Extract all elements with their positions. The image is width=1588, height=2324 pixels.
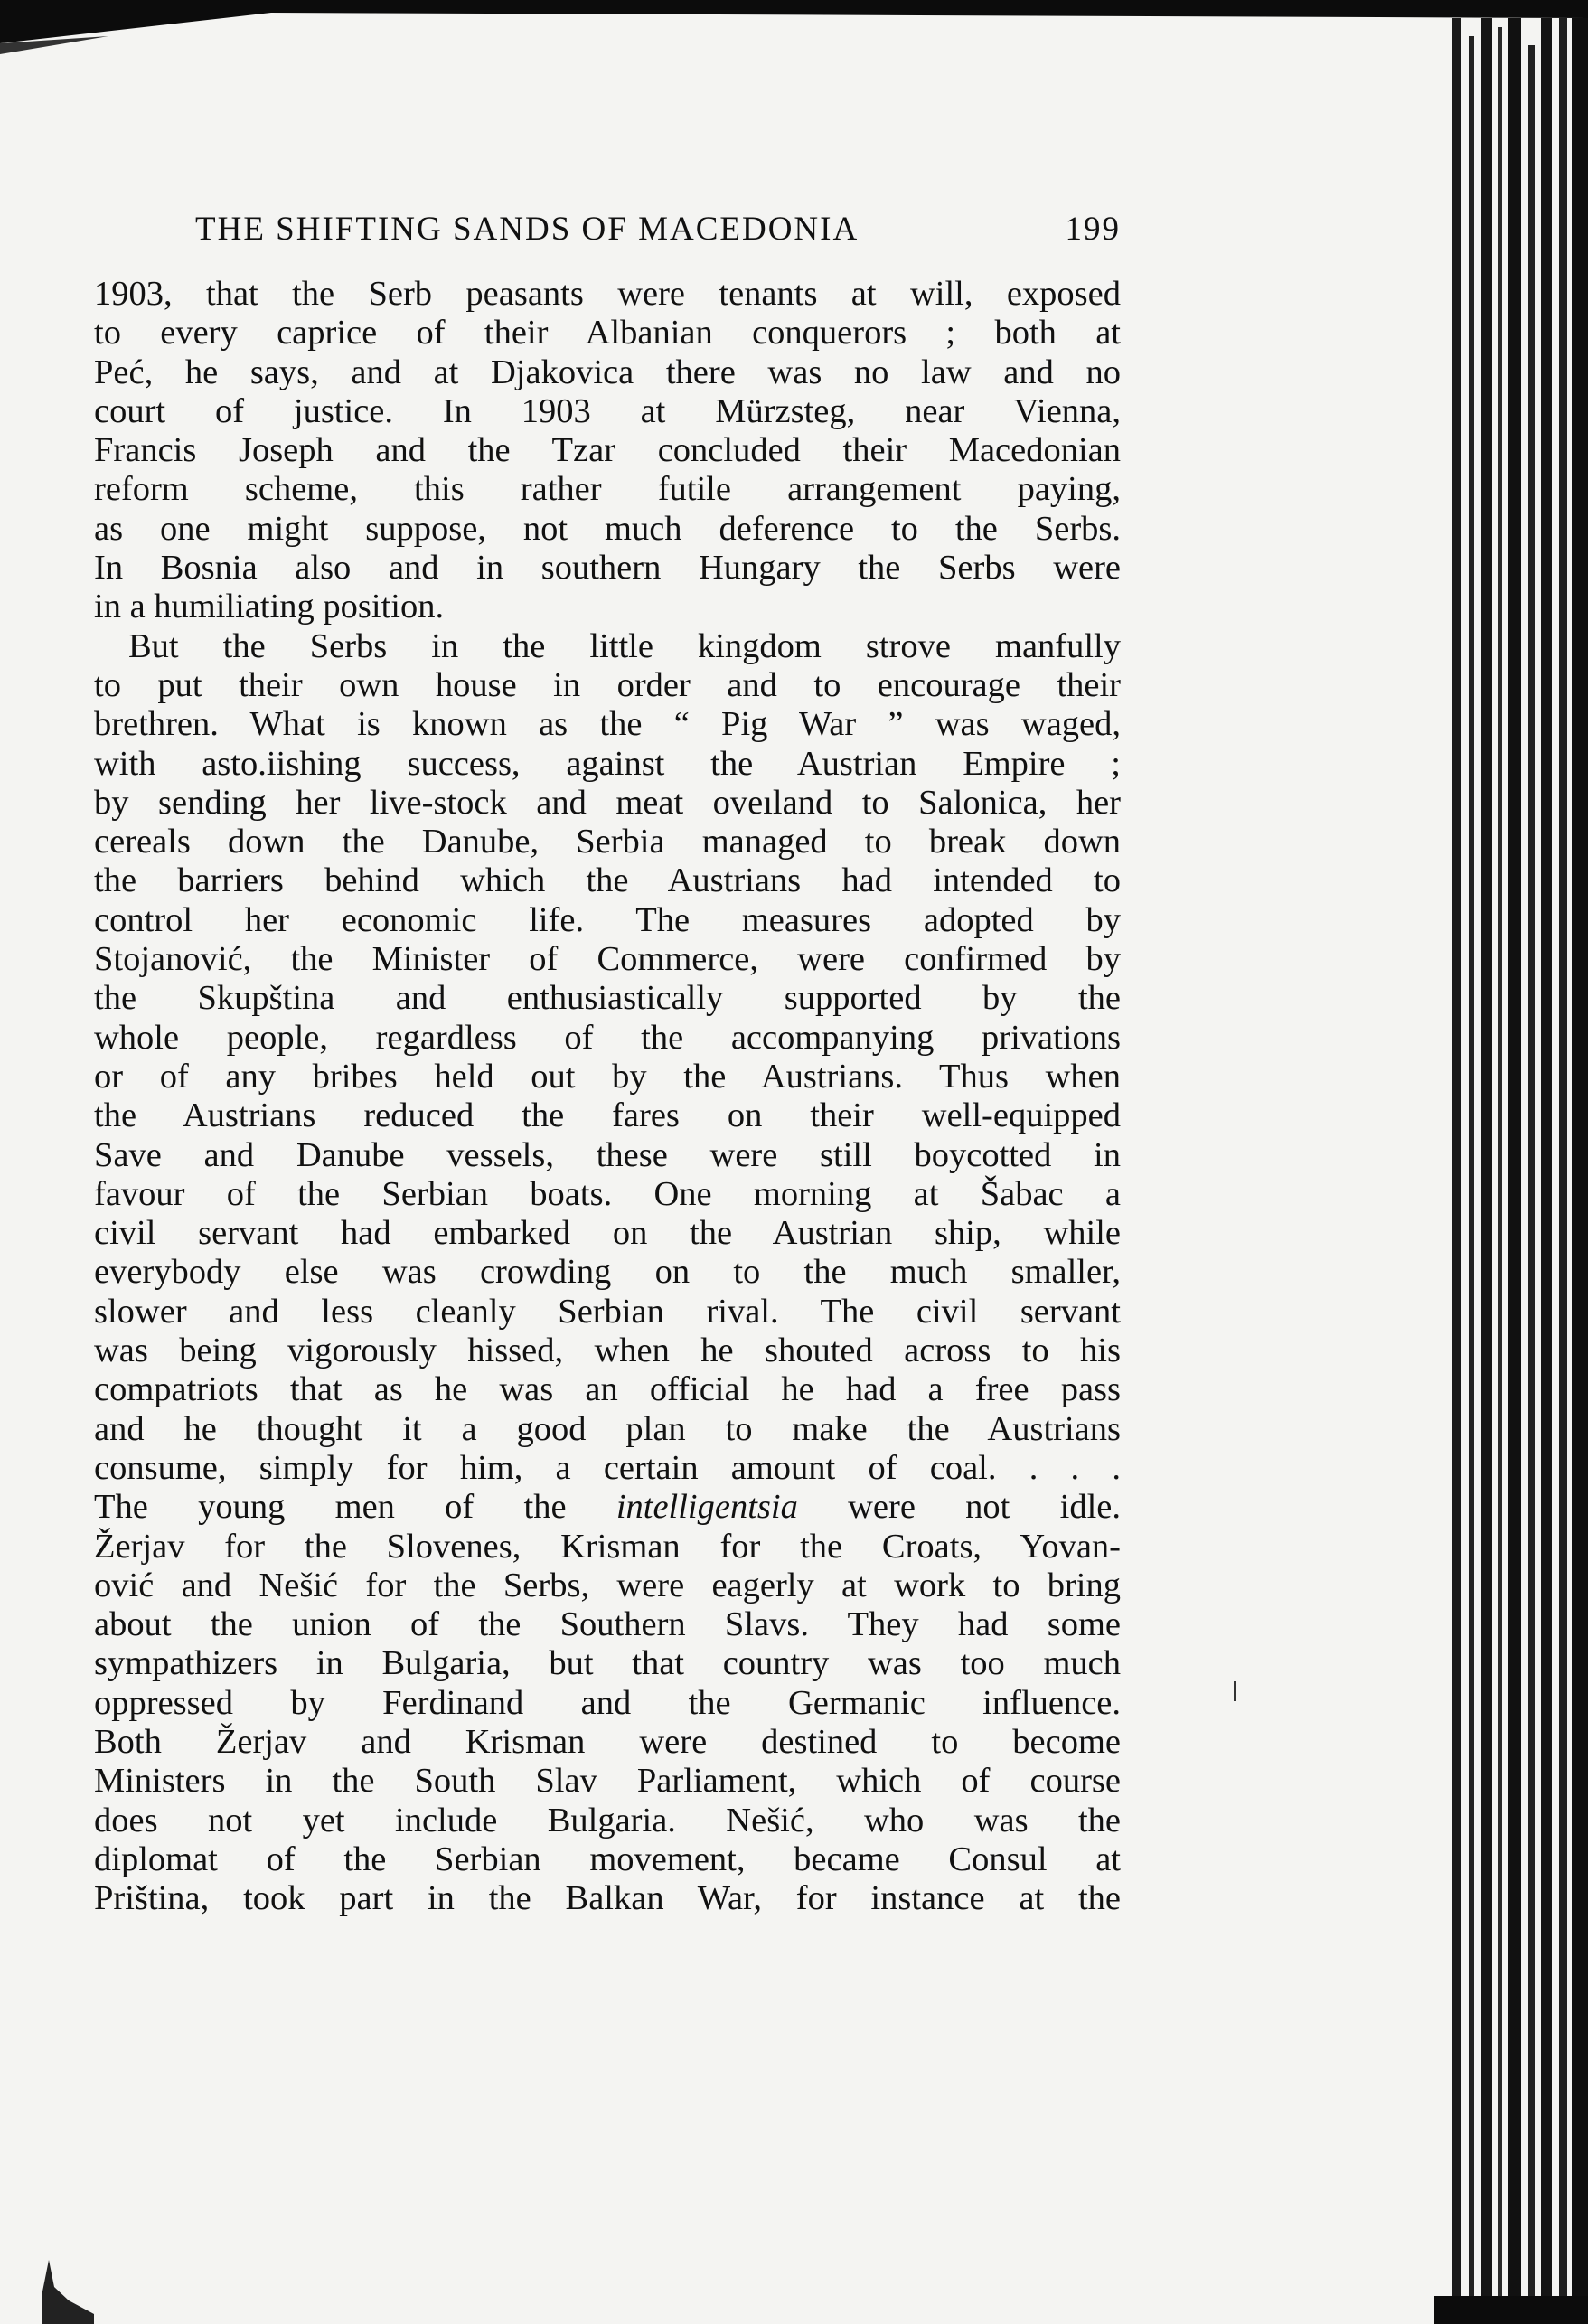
body-text <box>94 275 1121 1918</box>
text-line: Francis Joseph and the Tzar concluded their Macedonian <box>94 431 1121 470</box>
text-line: everybody else was crowding on to the much smaller, <box>94 1253 1121 1292</box>
text-line: sympathizers in Bulgaria, but that country was too much <box>94 1644 1121 1683</box>
book-page <box>94 210 1121 1918</box>
text-line: court of justice. In 1903 at Mürzsteg, near Vienna, <box>94 391 1121 430</box>
text-line: favour of the Serbian boats. One morning at Šabac a <box>94 1174 1121 1213</box>
text-line: Both Žerjav and Krisman were destined to become <box>94 1722 1121 1761</box>
text-line: Ministers in the South Slav Parliament, which of course <box>94 1762 1121 1801</box>
text-line: the Skupština and enthusiastically supported by the <box>94 979 1121 1018</box>
text-line: about the union of the Southern Slavs. They had some <box>94 1605 1121 1644</box>
text-line: by sending her live-stock and meat oveıland to Salonica, her <box>94 783 1121 822</box>
text-line: was being vigorously hissed, when he shouted across to his <box>94 1331 1121 1370</box>
text-line: as one might suppose, not much deference to the Serbs. <box>94 509 1121 548</box>
text-line: But the Serbs in the little kingdom strove manfully <box>128 626 1121 665</box>
text-line: reform scheme, this rather futile arrangement paying, <box>94 470 1121 509</box>
text-line: control her economic life. The measures adopted by <box>94 900 1121 939</box>
text-line: consume, simply for him, a certain amount of coal. . . . <box>94 1448 1121 1487</box>
text-line: with asto.iishing success, against the Austrian Empire ; <box>94 744 1121 783</box>
running-head <box>94 210 1121 255</box>
scan-corner-smudge <box>42 2260 96 2324</box>
text-line: oppressed by Ferdinand and the Germanic influence. <box>94 1683 1121 1722</box>
text-line: In Bosnia also and in southern Hungary the Serbs were <box>94 549 1121 588</box>
text-line: in a humiliating position. <box>94 588 445 626</box>
text-line: cereals down the Danube, Serbia managed to break down <box>94 823 1121 861</box>
text-line: brethren. What is known as the “ Pig War ” was waged, <box>94 705 1121 744</box>
running-head-title: THE SHIFTING SANDS OF MACEDONIA <box>195 211 860 248</box>
text-line: Save and Danube vessels, these were still boycotted in <box>94 1135 1121 1174</box>
page-number: 199 <box>1065 211 1121 248</box>
text-line: ović and Nešić for the Serbs, were eagerly at work to bring <box>94 1566 1121 1604</box>
text-line: does not yet include Bulgaria. Nešić, who was the <box>94 1801 1121 1839</box>
text-line: Stojanović, the Minister of Commerce, were confirmed by <box>94 940 1121 979</box>
text-line-italic-phrase <box>94 1488 1121 1527</box>
text-line: or of any bribes held out by the Austrians. Thus when <box>94 1057 1121 1096</box>
text-line: 1903, that the Serb peasants were tenants at will, exposed <box>94 275 1121 313</box>
text-line: compatriots that as he was an official he had a free pass <box>94 1370 1121 1409</box>
text-line: slower and less cleanly Serbian rival. The civil servant <box>94 1292 1121 1331</box>
book-fore-edge-stripes <box>1434 18 1588 2324</box>
text-line: Priština, took part in the Balkan War, for instance at the <box>94 1879 1121 1918</box>
text-line: diplomat of the Serbian movement, became Consul at <box>94 1839 1121 1878</box>
text-line: Peć, he says, and at Djakovica there was no law and no <box>94 353 1121 391</box>
text-line: the Austrians reduced the fares on their well-equipped <box>94 1096 1121 1135</box>
line-end: were not idle. <box>797 1488 1121 1527</box>
text-line: and he thought it a good plan to make the Austrians <box>94 1409 1121 1448</box>
text-line: whole people, regardless of the accompanying privations <box>94 1018 1121 1057</box>
text-line: to put their own house in order and to encourage their <box>94 665 1121 704</box>
italic-word: intelligentsia <box>615 1488 798 1527</box>
text-line: Žerjav for the Slovenes, Krisman for the Croats, Yovan- <box>94 1527 1121 1566</box>
line-start: The young men of the <box>94 1488 616 1527</box>
text-line: the barriers behind which the Austrians had intended to <box>94 861 1121 900</box>
page-top-edge-shadow <box>0 0 1588 81</box>
margin-mark <box>1234 1681 1236 1701</box>
text-line: civil servant had embarked on the Austrian ship, while <box>94 1214 1121 1253</box>
text-line: to every caprice of their Albanian conquerors ; both at <box>94 314 1121 353</box>
